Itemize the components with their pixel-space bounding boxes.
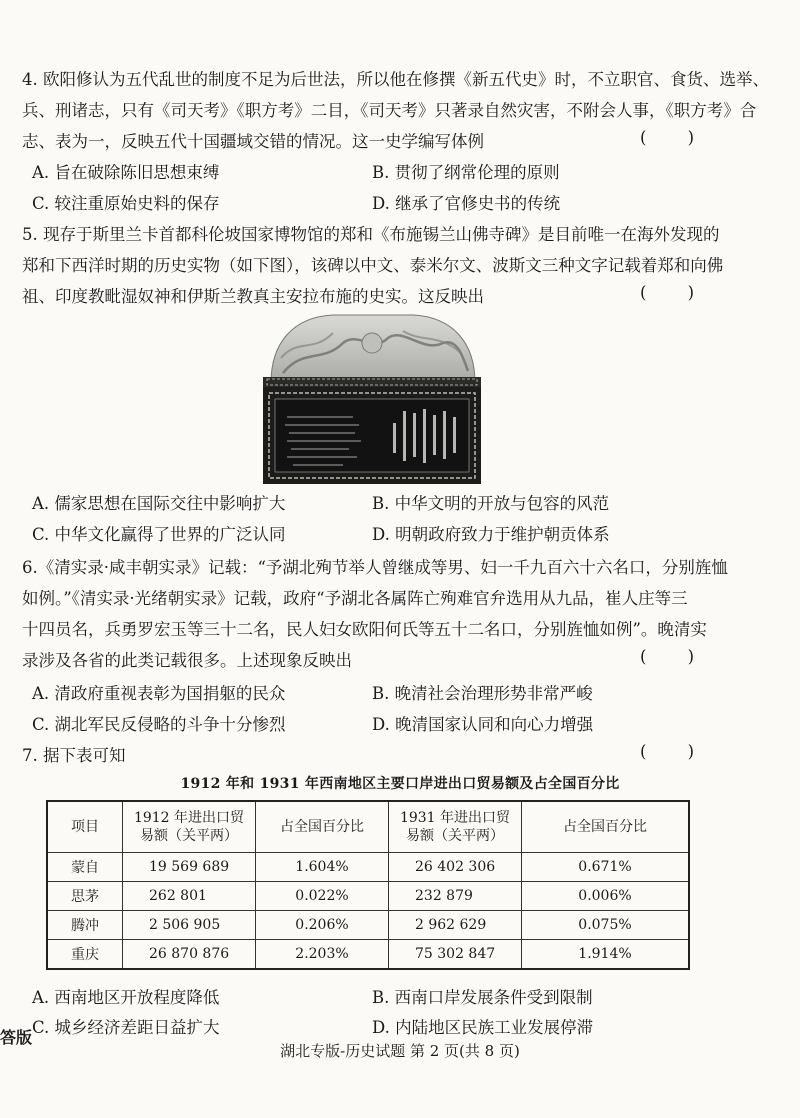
q6-stem-line-2: 如例。”《清实录·光绪朝实录》记载，政府“予湖北各属阵亡殉难官弁选用从九品，崔人庄等三: [22, 589, 688, 608]
row-1912-percent: 2.203%: [256, 940, 389, 970]
header-1912-value-line-2: 易额（关平两）: [140, 828, 238, 844]
row-name: 腾冲: [47, 911, 123, 940]
q5-option-d[interactable]: D. 明朝政府致力于维护朝贡体系: [372, 525, 610, 544]
q6-option-b[interactable]: B. 晚清社会治理形势非常严峻: [372, 684, 593, 703]
table-header-row: [47, 801, 689, 853]
header-1931-value-line-2: 易额（关平两）: [406, 828, 504, 844]
row-1931-value: 26 402 306: [389, 853, 522, 882]
row-name: 重庆: [47, 940, 123, 970]
header-1931-percent: 占全国百分比: [522, 801, 690, 853]
header-1912-percent: 占全国百分比: [256, 801, 389, 853]
q4-stem-line-3: 志、表为一，反映五代十国疆域交错的情况。这一史学编写体例: [22, 132, 484, 151]
row-1912-percent: 0.206%: [256, 911, 389, 940]
table-row: [47, 882, 689, 911]
header-item: 项目: [47, 801, 123, 853]
table-row: [47, 940, 689, 970]
row-1931-percent: 0.006%: [522, 882, 690, 911]
row-1931-percent: 0.671%: [522, 853, 690, 882]
q5-option-b[interactable]: B. 中华文明的开放与包容的风范: [372, 494, 610, 513]
q5-option-c[interactable]: C. 中华文化赢得了世界的广泛认同: [32, 525, 286, 544]
row-1931-value: 232 879: [389, 882, 522, 911]
q6-stem-line-1: 6.《清实录·咸丰朝实录》记载：“予湖北殉节举人曾继成等男、妇一千九百六十六名口，分别旌恤: [22, 558, 728, 577]
q4-stem-line-2: 兵、刑诸志，只有《司天考》《职方考》二目，《司天考》只著录自然灾害，不附会人事，《职方考》合: [22, 101, 757, 120]
trade-table: [46, 800, 690, 970]
q6-answer-paren[interactable]: ( ): [640, 647, 713, 666]
q7-option-b[interactable]: B. 西南口岸发展条件受到限制: [372, 988, 593, 1007]
header-1912-value: [123, 801, 256, 853]
q4-option-b[interactable]: B. 贯彻了纲常伦理的原则: [372, 163, 560, 182]
q7-stem: 7. 据下表可知: [22, 746, 126, 765]
row-1931-percent: 0.075%: [522, 911, 690, 940]
q5-answer-paren[interactable]: ( ): [640, 283, 713, 302]
q4-answer-paren[interactable]: ( ): [640, 128, 713, 147]
row-1912-percent: 1.604%: [256, 853, 389, 882]
q5-stem-line-2: 郑和下西洋时期的历史实物（如下图），该碑以中文、泰米尔文、波斯文三种文字记载着郑和向佛: [22, 256, 724, 275]
q6-stem-line-4: 录涉及各省的此类记载很多。上述现象反映出: [22, 651, 352, 670]
q7-option-d[interactable]: D. 内陆地区民族工业发展停滞: [372, 1018, 594, 1037]
row-name: 蒙自: [47, 853, 123, 882]
q4-option-c[interactable]: C. 较注重原始史料的保存: [32, 194, 220, 213]
q6-option-a[interactable]: A. 清政府重视表彰为国捐躯的民众: [32, 684, 286, 703]
row-1912-value: 26 870 876: [123, 940, 256, 970]
row-1912-value: 19 569 689: [123, 853, 256, 882]
edge-tag: 答版: [0, 1028, 33, 1047]
q6-stem-line-3: 十四员名，兵勇罗宏玉等三十二名，民人妇女欧阳何氏等五十二名口，分别旌恤如例”。晚清实: [22, 620, 707, 639]
row-1912-value: 2 506 905: [123, 911, 256, 940]
row-name: 思茅: [47, 882, 123, 911]
header-1931-value: [389, 801, 522, 853]
row-1912-percent: 0.022%: [256, 882, 389, 911]
table-row: [47, 911, 689, 940]
q5-option-a[interactable]: A. 儒家思想在国际交往中影响扩大: [32, 494, 286, 513]
q7-answer-paren[interactable]: ( ): [640, 742, 713, 761]
q7-option-a[interactable]: A. 西南地区开放程度降低: [32, 988, 220, 1007]
q4-option-d[interactable]: D. 继承了官修史书的传统: [372, 194, 561, 213]
header-1931-value-line-1: 1931 年进出口贸: [399, 810, 511, 826]
q6-option-d[interactable]: D. 晚清国家认同和向心力增强: [372, 715, 594, 734]
header-1912-value-line-1: 1912 年进出口贸: [133, 810, 245, 826]
row-1931-value: 75 302 847: [389, 940, 522, 970]
row-1912-value: 262 801: [123, 882, 256, 911]
row-1931-percent: 1.914%: [522, 940, 690, 970]
q6-option-c[interactable]: C. 湖北军民反侵略的斗争十分惨烈: [32, 715, 286, 734]
q4-stem-line-1: 4. 欧阳修认为五代乱世的制度不足为后世法，所以他在修撰《新五代史》时，不立职官、食货、选举、: [22, 70, 769, 89]
table-title: 1912 年和 1931 年西南地区主要口岸进出口贸易额及占全国百分比: [180, 776, 620, 792]
q4-option-a[interactable]: A. 旨在破除陈旧思想束缚: [32, 163, 220, 182]
stele-photo: [263, 313, 481, 484]
q5-stem-line-1: 5. 现存于斯里兰卡首都科伦坡国家博物馆的郑和《布施锡兰山佛寺碑》是目前唯一在海外发现的: [22, 225, 720, 244]
table-row: [47, 853, 689, 882]
row-1931-value: 2 962 629: [389, 911, 522, 940]
q5-stem-line-3: 祖、印度教毗湿奴神和伊斯兰教真主安拉布施的史实。这反映出: [22, 287, 484, 306]
page-footer: 湖北专版-历史试题 第 2 页(共 8 页): [280, 1042, 520, 1060]
q7-option-c[interactable]: C. 城乡经济差距日益扩大: [32, 1018, 220, 1037]
